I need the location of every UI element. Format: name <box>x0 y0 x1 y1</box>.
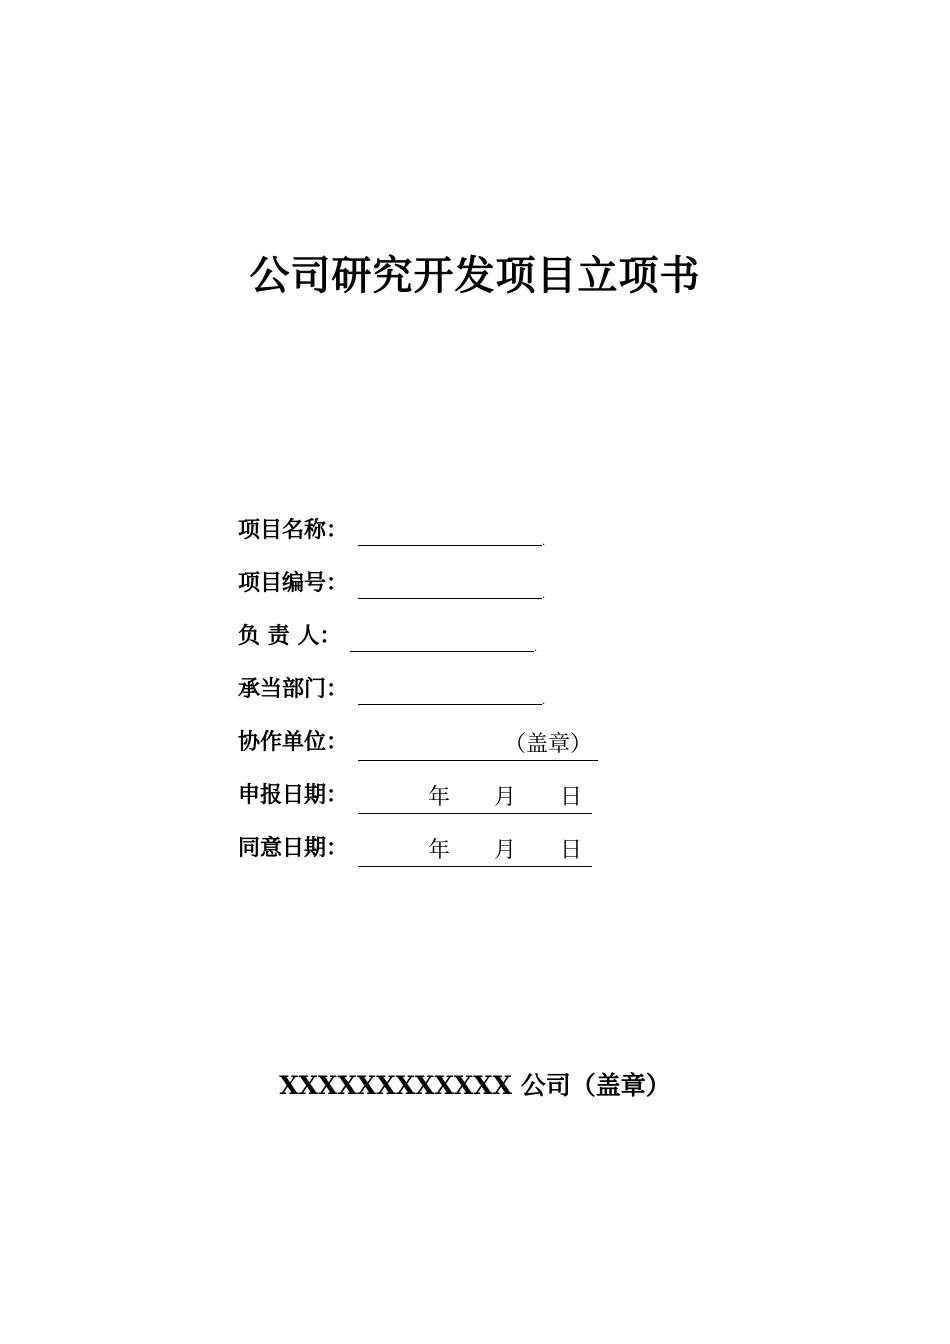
blank-end-mark: . <box>542 537 546 548</box>
approval-date-blank[interactable] <box>358 830 592 867</box>
seal-note: （盖章） <box>504 732 593 757</box>
field-label-person-in-charge: 负 责 人： <box>238 624 342 649</box>
field-label-project-name: 项目名称： <box>238 518 349 543</box>
department-blank[interactable] <box>358 704 542 705</box>
field-label-department: 承当部门： <box>238 677 349 702</box>
field-label-project-number: 项目编号： <box>238 571 349 596</box>
field-label-approval-date: 同意日期： <box>238 836 349 861</box>
year-label: 年 <box>428 838 451 863</box>
project-info-form <box>238 512 658 883</box>
month-label: 月 <box>494 785 517 810</box>
company-seal-line: XXXXXXXXXXXX 公司（盖章） <box>279 1071 671 1100</box>
field-project-name <box>238 512 658 565</box>
blank-end-mark: . <box>542 696 546 707</box>
project-number-blank[interactable] <box>358 598 542 599</box>
field-department <box>238 671 658 724</box>
day-label: 日 <box>560 838 583 863</box>
document-title: 公司研究开发项目立项书 <box>249 253 701 299</box>
year-label: 年 <box>428 785 451 810</box>
month-label: 月 <box>494 838 517 863</box>
person-in-charge-blank[interactable] <box>350 651 534 652</box>
blank-end-mark: . <box>534 643 538 654</box>
field-label-cooperating-unit: 协作单位： <box>238 730 349 755</box>
day-label: 日 <box>560 785 583 810</box>
field-person-in-charge <box>238 618 658 671</box>
field-cooperating-unit <box>238 724 658 777</box>
field-approval-date <box>238 830 658 883</box>
field-project-number <box>238 565 658 618</box>
application-date-blank[interactable] <box>358 777 592 814</box>
blank-end-mark: . <box>542 590 546 601</box>
cooperating-unit-blank[interactable] <box>358 724 598 761</box>
field-application-date <box>238 777 658 830</box>
field-label-application-date: 申报日期： <box>238 783 349 808</box>
project-name-blank[interactable] <box>358 545 542 546</box>
